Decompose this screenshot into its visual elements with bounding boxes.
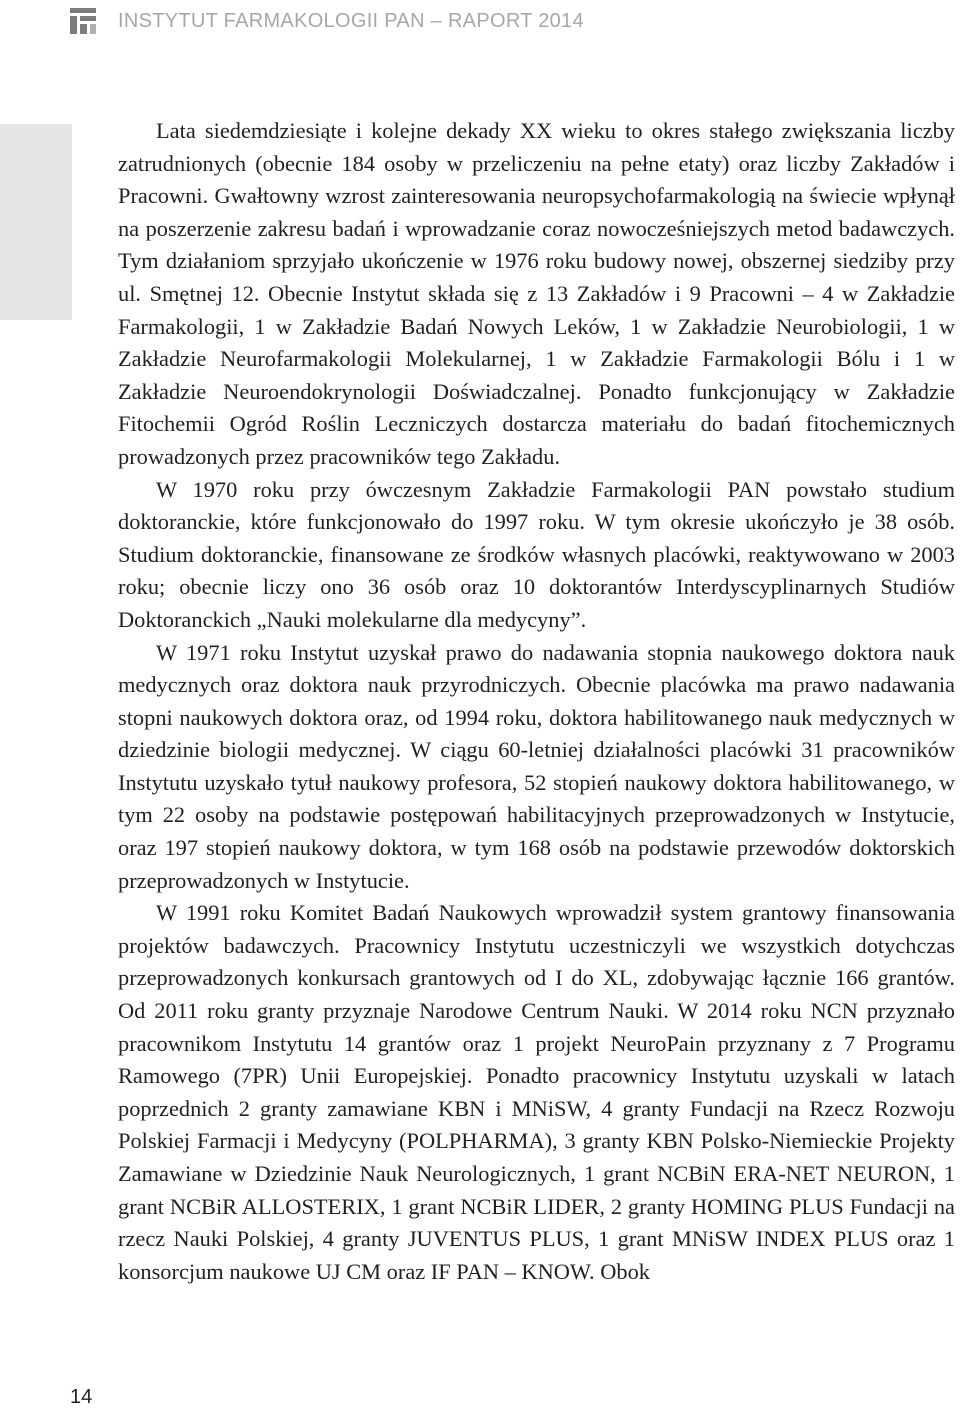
body-text bbox=[118, 115, 955, 1288]
page-number: 14 bbox=[70, 1386, 93, 1408]
paragraph: W 1970 roku przy ówczesnym Zakładzie Farmakologii PAN powstało studium doktoranckie, które funkcjonowało do 1997 roku. W tym okresie ukończyło je 38 osób. Studium doktoranckie, finansowane ze środków własnych placówki, reaktywowano w 2003 roku; obecnie liczy ono 36 osób oraz 10 doktorantów Interdyscyplinarnych Studiów Doktoranckich „Nauki molekularne dla medycyny”. bbox=[118, 476, 955, 632]
side-tab-marker bbox=[0, 124, 72, 320]
paragraph: W 1971 roku Instytut uzyskał prawo do nadawania stopnia naukowego doktora nauk medycznych oraz doktora nauk przyrodniczych. Obecnie placówka ma prawo nadawania stopni naukowych doktora oraz, od 1994 roku, doktora habilitowanego nauk medycznych w dziedzinie biologii medycznej. W ciągu 60-letniej działalności placówki 31 pracowników Instytutu uzyskało tytuł naukowy profesora, 52 stopień naukowy doktora habilitowanego, w tym 22 osoby na podstawie postępowań habilitacyjnych przeprowadzonych w Instytucie, oraz 197 stopień naukowy doktora, w tym 168 osób na podstawie przewodów doktorskich przeprowadzonych w Instytucie. bbox=[118, 639, 955, 893]
paragraph: Lata siedemdziesiąte i kolejne dekady XX wieku to okres stałego zwiększania liczby zatrudnionych (obecnie 184 osoby w przeliczeniu na pełne etaty) oraz liczby Zakładów i Pracowni. Gwałtowny wzrost zainteresowania neuropsychofarmakologią na świecie wpłynął na poszerzenie zakresu badań i wprowadzanie coraz nowocześniejszych metod badawczych. Tym działaniom sprzyjało ukończenie w 1976 roku budowy nowej, obszernej siedziby przy ul. Smętnej 12. Obecnie Instytut składa się z 13 Zakładów i 9 Pracowni – 4 w Zakładzie Farmakologii, 1 w Zakładzie Badań Nowych Leków, 1 w Zakładzie Neurobiologii, 1 w Zakładzie Neurofarmakologii Molekularnej, 1 w Zakładzie Farmakologii Bólu i 1 w Zakładzie Neuroendokrynologii Doświadczalnej. Ponadto funkcjonujący w Zakładzie Fitochemii Ogród Roślin Leczniczych dostarcza materiału do badań fitochemicznych prowadzonych przez pracowników tego Zakładu. bbox=[118, 118, 955, 469]
page-header bbox=[70, 6, 584, 36]
paragraph: W 1991 roku Komitet Badań Naukowych wprowadził system grantowy finansowania projektów badawczych. Pracownicy Instytutu uczestniczyli we wszystkich dotychczas przeprowadzonych konkursach grantowych od I do XL, zdobywając łącznie 166 grantów. Od 2011 roku granty przyznaje Narodowe Centrum Nauki. W 2014 roku NCN przyznało pracownikom Instytutu 14 grantów oraz 1 projekt NeuroPain przyznany z 7 Programu Ramowego (7PR) Unii Europejskiej. Ponadto pracownicy Instytutu uzyskali w latach poprzednich 2 granty zamawiane KBN i MNiSW, 4 granty Fundacji na Rzecz Rozwoju Polskiej Farmacji i Medycyny (POLPHARMA), 3 granty KBN Polsko-Niemieckie Projekty Zamawiane w Dziedzinie Nauk Neurologicznych, 1 grant NCBiN ERA-NET NEURON, 1 grant NCBiR ALLOSTERIX, 1 grant NCBiR LIDER, 2 granty HOMING PLUS Fundacji na rzecz Nauki Polskiej, 4 granty JUVENTUS PLUS, 1 grant MNiSW INDEX PLUS oraz 1 konsorcjum naukowe UJ CM oraz IF PAN – KNOW. Obok bbox=[118, 900, 955, 1284]
running-header-title: INSTYTUT FARMAKOLOGII PAN – RAPORT 2014 bbox=[118, 9, 584, 32]
institute-logo-icon bbox=[70, 8, 96, 34]
